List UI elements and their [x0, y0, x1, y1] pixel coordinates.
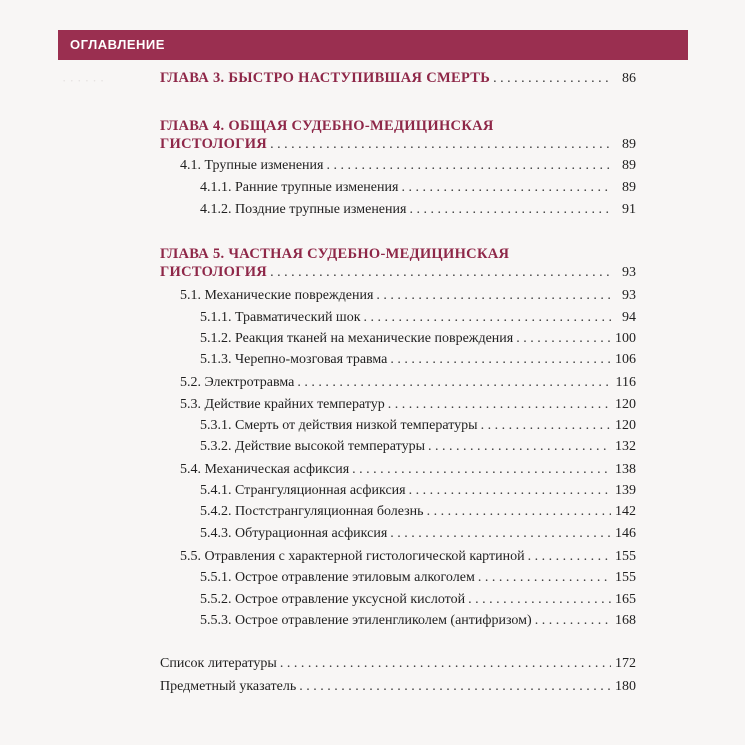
toc-entry-label: 5.1.1. Травматический шок	[200, 310, 361, 325]
toc-chapter-4[interactable]	[160, 136, 636, 153]
toc-page-number: 142	[615, 504, 636, 519]
toc-page-number: 120	[615, 397, 636, 412]
dot-leader	[481, 418, 611, 434]
dot-leader	[326, 158, 611, 174]
toc-chapter-title: ГИСТОЛОГИЯ	[160, 136, 268, 152]
toc-entry-5-4-1[interactable]	[200, 483, 636, 499]
toc-entry-label: 5.4.2. Постстрангуляционная болезнь	[200, 504, 424, 519]
dot-leader	[516, 331, 611, 347]
toc-page-number: 180	[615, 679, 636, 694]
dot-leader	[299, 679, 611, 695]
dot-leader	[535, 613, 611, 629]
toc-entry-label: 5.3.2. Действие высокой температуры	[200, 439, 425, 454]
toc-chapter-3[interactable]	[160, 70, 636, 87]
bleed-through-text: · · · · · ·	[62, 73, 105, 88]
dot-leader	[388, 397, 611, 413]
dot-leader	[376, 288, 611, 304]
toc-page-number: 146	[615, 526, 636, 541]
toc-page-number: 89	[622, 137, 636, 152]
toc-page-number: 165	[615, 592, 636, 607]
toc-entry-label: 5.1.3. Черепно-мозговая травма	[200, 352, 388, 367]
toc-entry-5-1-1[interactable]	[200, 310, 636, 326]
toc-entry-label: 5.3.1. Смерть от действия низкой температуры	[200, 418, 478, 433]
toc-entry-label: 5.1.2. Реакция тканей на механические повреждения	[200, 331, 514, 346]
toc-entry-label: 5.5.3. Острое отравление этиленгликолем (антифризом)	[200, 613, 532, 628]
section-header-bar	[58, 30, 688, 60]
toc-page-number: 89	[622, 158, 636, 173]
dot-leader	[468, 592, 611, 608]
dot-leader	[280, 656, 611, 672]
toc-entry-label: 4.1.2. Поздние трупные изменения	[200, 202, 407, 217]
dot-leader	[528, 549, 611, 565]
dot-leader	[390, 526, 611, 542]
toc-page-number: 100	[615, 331, 636, 346]
dot-leader	[297, 375, 611, 391]
toc-entry-5-3[interactable]	[180, 397, 636, 413]
toc-chapter-title: ГЛАВА 3. БЫСТРО НАСТУПИВШАЯ СМЕРТЬ	[160, 70, 491, 86]
toc-entry-label: 4.1.1. Ранние трупные изменения	[200, 180, 399, 195]
toc-page-number: 91	[622, 202, 636, 217]
dot-leader	[478, 570, 611, 586]
toc-page-number: 89	[622, 180, 636, 195]
dot-leader	[428, 439, 611, 455]
dot-leader	[390, 352, 611, 368]
toc-entry-label: 5.1. Механические повреждения	[180, 288, 374, 303]
toc-subject-index[interactable]	[160, 679, 636, 695]
toc-entry-5-5-2[interactable]	[200, 592, 636, 608]
toc-page-number: 132	[615, 439, 636, 454]
toc-entry-5-1-2[interactable]	[200, 331, 636, 347]
toc-page-number: 93	[622, 265, 636, 280]
toc-entry-5-5-3[interactable]	[200, 613, 636, 629]
toc-page-number: 93	[622, 288, 636, 303]
toc-entry-4-1-2[interactable]	[200, 202, 636, 218]
dot-leader	[401, 180, 611, 196]
toc-chapter-4-title-line1[interactable]: ГЛАВА 4. ОБЩАЯ СУДЕБНО-МЕДИЦИНСКАЯ	[160, 118, 494, 134]
toc-references[interactable]	[160, 656, 636, 672]
toc-entry-label: 5.5. Отравления с характерной гистологической картиной	[180, 549, 525, 564]
dot-leader	[270, 265, 611, 281]
toc-entry-label: 5.4.1. Странгуляционная асфиксия	[200, 483, 406, 498]
dot-leader	[409, 202, 611, 218]
toc-entry-5-4-2[interactable]	[200, 504, 636, 520]
toc-entry-label: 5.5.2. Острое отравление уксусной кислотой	[200, 592, 466, 607]
toc-page-number: 155	[615, 549, 636, 564]
toc-entry-5-5-1[interactable]	[200, 570, 636, 586]
toc-entry-5-2[interactable]	[180, 375, 636, 391]
toc-page-number: 155	[615, 570, 636, 585]
toc-entry-label: Список литературы	[160, 656, 277, 671]
toc-entry-label: Предметный указатель	[160, 679, 297, 694]
toc-entry-label: 5.4.3. Обтурационная асфиксия	[200, 526, 388, 541]
toc-entry-5-4-3[interactable]	[200, 526, 636, 542]
dot-leader	[493, 71, 611, 87]
toc-page-number: 94	[622, 310, 636, 325]
toc-page-number: 168	[615, 613, 636, 628]
toc-entry-4-1[interactable]	[180, 158, 636, 174]
dot-leader	[352, 462, 611, 478]
toc-entry-5-3-1[interactable]	[200, 418, 636, 434]
toc-entry-5-4[interactable]	[180, 462, 636, 478]
toc-page-number: 138	[615, 462, 636, 477]
toc-entry-5-5[interactable]	[180, 549, 636, 565]
toc-entry-label: 5.5.1. Острое отравление этиловым алкоголем	[200, 570, 475, 585]
toc-entry-5-3-2[interactable]	[200, 439, 636, 455]
dot-leader	[270, 137, 611, 153]
toc-entry-label: 5.2. Электротравма	[180, 375, 295, 390]
toc-entry-label: 5.4. Механическая асфиксия	[180, 462, 350, 477]
toc-entry-label: 5.3. Действие крайних температур	[180, 397, 385, 412]
dot-leader	[427, 504, 611, 520]
toc-entry-4-1-1[interactable]	[200, 180, 636, 196]
toc-entry-label: 4.1. Трупные изменения	[180, 158, 324, 173]
toc-entry-5-1-3[interactable]	[200, 352, 636, 368]
toc-page-number: 139	[615, 483, 636, 498]
toc-chapter-5-title-line1[interactable]: ГЛАВА 5. ЧАСТНАЯ СУДЕБНО-МЕДИЦИНСКАЯ	[160, 246, 510, 262]
toc-page-number: 106	[615, 352, 636, 367]
section-header-label: ОГЛАВЛЕНИЕ	[70, 37, 165, 52]
toc-page-number: 120	[615, 418, 636, 433]
dot-leader	[364, 310, 611, 326]
toc-page-number: 172	[615, 656, 636, 671]
toc-page-number: 86	[622, 71, 636, 86]
toc-page-number: 116	[615, 375, 636, 390]
toc-entry-5-1[interactable]	[180, 288, 636, 304]
dot-leader	[409, 483, 611, 499]
toc-chapter-title: ГИСТОЛОГИЯ	[160, 264, 268, 280]
toc-chapter-5[interactable]	[160, 264, 636, 281]
